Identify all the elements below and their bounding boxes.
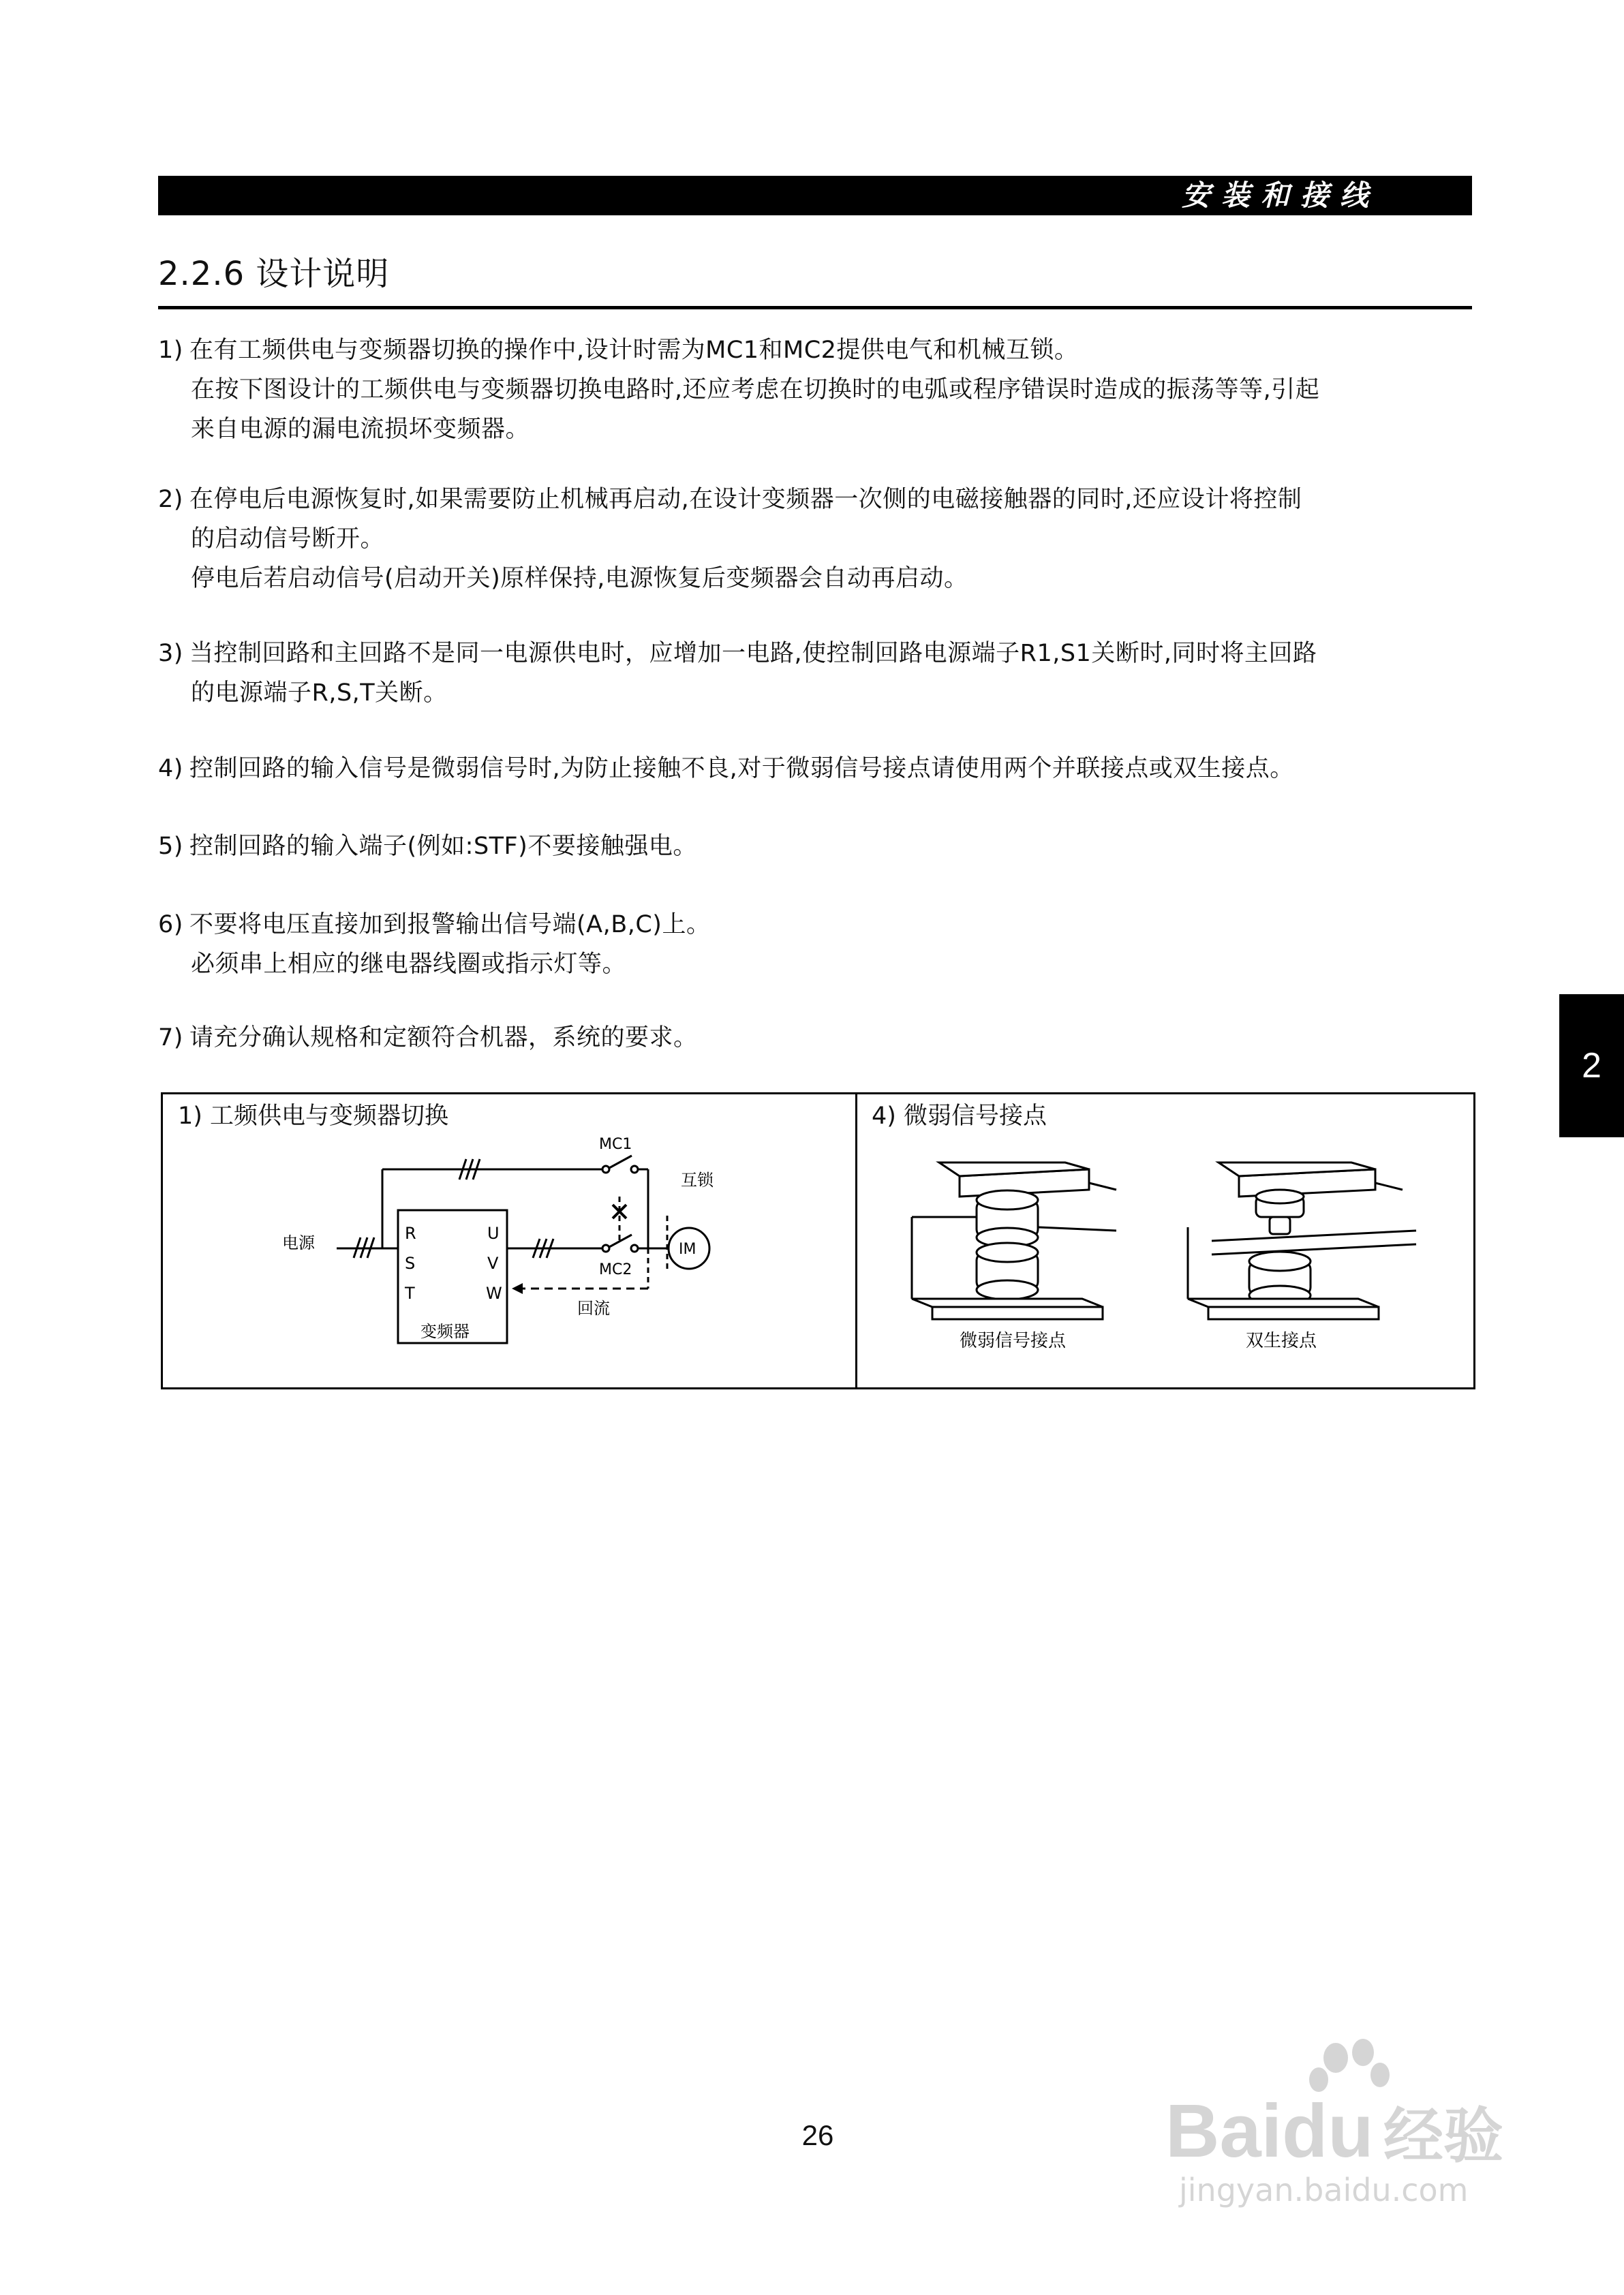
note-line: 的电源端子R,S,T关断。 bbox=[191, 679, 448, 707]
note-number: 6) bbox=[158, 911, 183, 938]
watermark-suffix: 经验 bbox=[1383, 2101, 1504, 2171]
mc1-switch-blade bbox=[609, 1156, 632, 1168]
watermark-brand: Baidu bbox=[1165, 2089, 1374, 2173]
note-item-3 bbox=[158, 634, 1480, 713]
title-rule bbox=[158, 306, 1472, 309]
note-line: 当控制回路和主回路不是同一电源供电时，应增加一电路,使控制回路电源端子R1,S1关断时,同时将主回路 bbox=[189, 640, 1317, 667]
paw-toe-3 bbox=[1309, 2067, 1328, 2092]
terminal-t: T bbox=[405, 1284, 415, 1303]
note-line: 在有工频供电与变频器切换的操作中,设计时需为MC1和MC2提供电气和机械互锁。 bbox=[189, 337, 1079, 364]
note-item-5 bbox=[158, 827, 1480, 866]
note-item-4 bbox=[158, 749, 1480, 788]
note-number: 2) bbox=[158, 486, 183, 513]
weak-signal-caption: 微弱信号接点 bbox=[960, 1331, 1067, 1351]
twin-contact-illustration bbox=[1188, 1162, 1416, 1319]
note-line: 的启动信号断开。 bbox=[191, 525, 385, 553]
note-line: 控制回路的输入端子(例如:STF)不要接触强电。 bbox=[189, 833, 697, 860]
note-line: 必须串上相应的继电器线圈或指示灯等。 bbox=[191, 951, 627, 978]
figure-right-heading: 4) 微弱信号接点 bbox=[872, 1103, 1047, 1130]
backflow-arrowhead bbox=[512, 1283, 523, 1294]
note-line: 不要将电压直接加到报警输出信号端(A,B,C)上。 bbox=[189, 911, 711, 938]
figure-left-heading: 1) 工频供电与变频器切换 bbox=[178, 1103, 449, 1130]
note-line: 控制回路的输入信号是微弱信号时,为防止接触不良,对于微弱信号接点请使用两个并联接点或双生接点。 bbox=[189, 755, 1294, 782]
note-line: 停电后若启动信号(启动开关)原样保持,电源恢复后变频器会自动再启动。 bbox=[191, 565, 968, 592]
terminal-s: S bbox=[405, 1254, 416, 1273]
note-number: 1) bbox=[158, 337, 183, 364]
paw-toe-2 bbox=[1352, 2039, 1374, 2066]
paw-toe-4 bbox=[1370, 2063, 1390, 2087]
interlock-label: 互锁 bbox=[681, 1171, 714, 1190]
chapter-header-label: 安装和接线 bbox=[1181, 179, 1379, 212]
note-line: 来自电源的漏电流损坏变频器。 bbox=[191, 416, 530, 443]
chapter-header-bar bbox=[158, 176, 1472, 215]
mc2-label: MC2 bbox=[599, 1261, 632, 1278]
mc2-contact-right bbox=[631, 1245, 638, 1252]
chapter-side-tab: 2 bbox=[1559, 994, 1624, 1137]
mc1-label: MC1 bbox=[599, 1136, 632, 1153]
switchover-circuit-diagram bbox=[163, 1094, 855, 1387]
twin-contact-caption: 双生接点 bbox=[1246, 1331, 1317, 1351]
terminal-v: V bbox=[487, 1254, 499, 1273]
note-item-1 bbox=[158, 330, 1480, 449]
note-number: 4) bbox=[158, 755, 183, 782]
note-number: 7) bbox=[158, 1024, 183, 1051]
power-label: 电源 bbox=[282, 1233, 315, 1252]
mc2-contact-left bbox=[602, 1245, 609, 1252]
baidu-watermark bbox=[1152, 2037, 1533, 2215]
inverter-label: 变频器 bbox=[420, 1322, 470, 1341]
mc1-contact-right bbox=[631, 1166, 638, 1173]
section-title: 2.2.6 设计说明 bbox=[158, 255, 390, 293]
note-item-2 bbox=[158, 480, 1480, 598]
contact-illustrations bbox=[857, 1094, 1473, 1387]
note-line: 请充分确认规格和定额符合机器，系统的要求。 bbox=[189, 1024, 698, 1051]
mc1-contact-left bbox=[602, 1166, 609, 1173]
note-number: 3) bbox=[158, 640, 183, 667]
terminal-r: R bbox=[405, 1224, 416, 1243]
figure-panel bbox=[161, 1092, 1475, 1389]
weak-signal-contact-illustration bbox=[912, 1162, 1116, 1319]
terminal-u: U bbox=[487, 1224, 500, 1243]
backflow-label: 回流 bbox=[577, 1299, 610, 1318]
note-line: 在停电后电源恢复时,如果需要防止机械再启动,在设计变频器一次侧的电磁接触器的同时,还应设计将控制 bbox=[189, 486, 1302, 513]
note-number: 5) bbox=[158, 833, 183, 860]
paw-toe-1 bbox=[1323, 2043, 1348, 2073]
watermark-url: jingyan.baidu.com bbox=[1179, 2172, 1469, 2208]
motor-label: IM bbox=[679, 1241, 696, 1258]
note-item-6 bbox=[158, 905, 1480, 984]
note-line: 在按下图设计的工频供电与变频器切换电路时,还应考虑在切换时的电弧或程序错误时造成的振荡等等,引起 bbox=[191, 376, 1320, 403]
terminal-w: W bbox=[486, 1284, 502, 1303]
page-number: 26 bbox=[801, 2119, 834, 2151]
note-item-7 bbox=[158, 1018, 1480, 1058]
